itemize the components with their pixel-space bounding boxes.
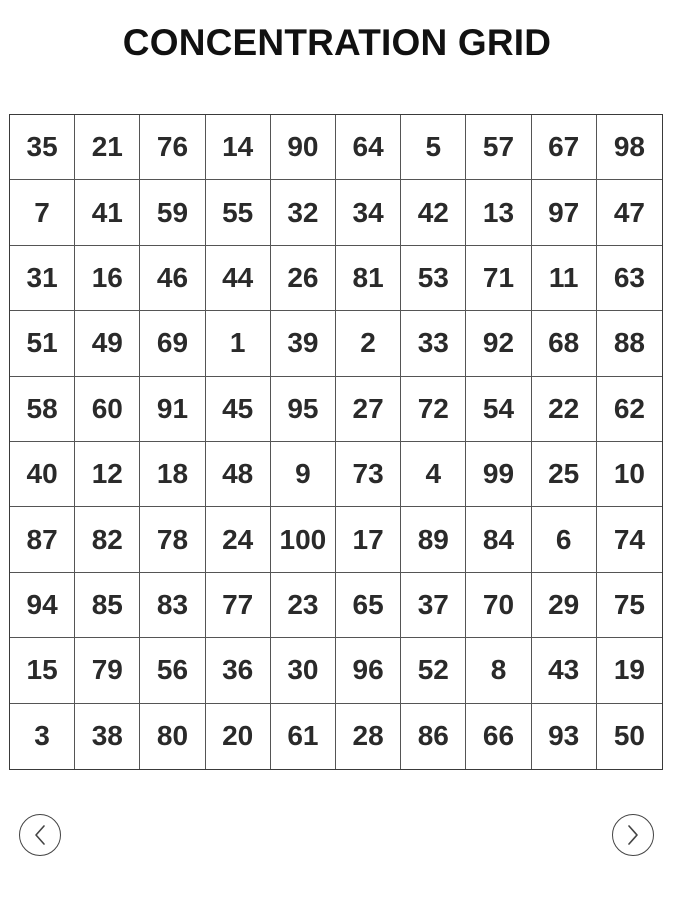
grid-cell[interactable]: 28 [336, 704, 401, 769]
grid-cell[interactable]: 91 [140, 377, 205, 442]
grid-cell[interactable]: 86 [401, 704, 466, 769]
grid-cell[interactable]: 65 [336, 573, 401, 638]
grid-cell[interactable]: 78 [140, 507, 205, 572]
grid-cell[interactable]: 83 [140, 573, 205, 638]
grid-cell[interactable]: 69 [140, 311, 205, 376]
grid-cell[interactable]: 1 [206, 311, 271, 376]
grid-cell[interactable]: 45 [206, 377, 271, 442]
number-grid [9, 114, 663, 770]
grid-cell[interactable]: 63 [597, 246, 662, 311]
grid-cell[interactable]: 68 [532, 311, 597, 376]
grid-cell[interactable]: 49 [75, 311, 140, 376]
grid-cell[interactable]: 94 [10, 573, 75, 638]
grid-cell[interactable]: 93 [532, 704, 597, 769]
grid-cell[interactable]: 82 [75, 507, 140, 572]
grid-cell[interactable]: 4 [401, 442, 466, 507]
grid-cell[interactable]: 85 [75, 573, 140, 638]
page-title: CONCENTRATION GRID [122, 22, 552, 63]
grid-cell[interactable]: 67 [532, 115, 597, 180]
grid-cell[interactable]: 62 [597, 377, 662, 442]
grid-cell[interactable]: 41 [75, 180, 140, 245]
grid-cell[interactable]: 77 [206, 573, 271, 638]
grid-cell[interactable]: 70 [466, 573, 531, 638]
grid-cell[interactable]: 11 [532, 246, 597, 311]
next-button[interactable] [612, 814, 654, 856]
grid-cell[interactable]: 76 [140, 115, 205, 180]
grid-cell[interactable]: 73 [336, 442, 401, 507]
grid-cell[interactable]: 19 [597, 638, 662, 703]
grid-cell[interactable]: 53 [401, 246, 466, 311]
grid-cell[interactable]: 24 [206, 507, 271, 572]
grid-cell[interactable]: 15 [10, 638, 75, 703]
grid-cell[interactable]: 33 [401, 311, 466, 376]
chevron-left-icon [32, 824, 48, 846]
grid-cell[interactable]: 81 [336, 246, 401, 311]
grid-cell[interactable]: 34 [336, 180, 401, 245]
chevron-right-icon [625, 824, 641, 846]
grid-cell[interactable]: 84 [466, 507, 531, 572]
grid-cell[interactable]: 96 [336, 638, 401, 703]
grid-cell[interactable]: 89 [401, 507, 466, 572]
grid-cell[interactable]: 60 [75, 377, 140, 442]
grid-cell[interactable]: 3 [10, 704, 75, 769]
grid-cell[interactable]: 58 [10, 377, 75, 442]
grid-cell[interactable]: 23 [271, 573, 336, 638]
grid-cell[interactable]: 27 [336, 377, 401, 442]
grid-cell[interactable]: 44 [206, 246, 271, 311]
grid-cell[interactable]: 40 [10, 442, 75, 507]
grid-cell[interactable]: 99 [466, 442, 531, 507]
grid-cell[interactable]: 32 [271, 180, 336, 245]
grid-cell[interactable]: 43 [532, 638, 597, 703]
grid-cell[interactable]: 80 [140, 704, 205, 769]
grid-cell[interactable]: 92 [466, 311, 531, 376]
grid-cell[interactable]: 37 [401, 573, 466, 638]
grid-cell[interactable]: 75 [597, 573, 662, 638]
grid-cell[interactable]: 71 [466, 246, 531, 311]
grid-cell[interactable]: 97 [532, 180, 597, 245]
grid-cell[interactable]: 35 [10, 115, 75, 180]
grid-cell[interactable]: 66 [466, 704, 531, 769]
grid-cell[interactable]: 26 [271, 246, 336, 311]
grid-cell[interactable]: 47 [597, 180, 662, 245]
grid-cell[interactable]: 9 [271, 442, 336, 507]
grid-cell[interactable]: 21 [75, 115, 140, 180]
grid-cell[interactable]: 42 [401, 180, 466, 245]
grid-cell[interactable]: 30 [271, 638, 336, 703]
grid-cell[interactable]: 79 [75, 638, 140, 703]
grid-cell[interactable]: 87 [10, 507, 75, 572]
grid-cell[interactable]: 100 [271, 507, 336, 572]
grid-cell[interactable]: 31 [10, 246, 75, 311]
grid-cell[interactable]: 10 [597, 442, 662, 507]
grid-cell[interactable]: 55 [206, 180, 271, 245]
grid-cell[interactable]: 38 [75, 704, 140, 769]
grid-cell[interactable]: 22 [532, 377, 597, 442]
grid-cell[interactable]: 64 [336, 115, 401, 180]
grid-cell[interactable]: 13 [466, 180, 531, 245]
grid-cell[interactable]: 59 [140, 180, 205, 245]
grid-cell[interactable]: 36 [206, 638, 271, 703]
grid-cell[interactable]: 88 [597, 311, 662, 376]
grid-cell[interactable]: 14 [206, 115, 271, 180]
grid-cell[interactable]: 12 [75, 442, 140, 507]
grid-cell[interactable]: 46 [140, 246, 205, 311]
grid-cell[interactable]: 2 [336, 311, 401, 376]
grid-cell[interactable]: 25 [532, 442, 597, 507]
grid-cell[interactable]: 54 [466, 377, 531, 442]
grid-cell[interactable]: 61 [271, 704, 336, 769]
grid-cell[interactable]: 48 [206, 442, 271, 507]
grid-cell[interactable]: 5 [401, 115, 466, 180]
grid-cell[interactable]: 95 [271, 377, 336, 442]
previous-button[interactable] [19, 814, 61, 856]
grid-cell[interactable]: 7 [10, 180, 75, 245]
grid-cell[interactable]: 29 [532, 573, 597, 638]
grid-cell[interactable]: 90 [271, 115, 336, 180]
grid-cell[interactable]: 57 [466, 115, 531, 180]
grid-cell[interactable]: 56 [140, 638, 205, 703]
grid-cell[interactable]: 18 [140, 442, 205, 507]
grid-cell[interactable]: 39 [271, 311, 336, 376]
grid-cell[interactable]: 17 [336, 507, 401, 572]
grid-cell[interactable]: 52 [401, 638, 466, 703]
grid-cell[interactable]: 74 [597, 507, 662, 572]
grid-cell[interactable]: 50 [613, 720, 645, 752]
grid-cell[interactable]: 51 [10, 311, 75, 376]
grid-cell[interactable]: 6 [532, 507, 597, 572]
grid-cell[interactable]: 98 [597, 115, 662, 180]
grid-cell[interactable]: 72 [401, 377, 466, 442]
grid-cell[interactable]: 20 [206, 704, 271, 769]
grid-cell[interactable]: 8 [466, 638, 531, 703]
grid-cell[interactable]: 16 [75, 246, 140, 311]
